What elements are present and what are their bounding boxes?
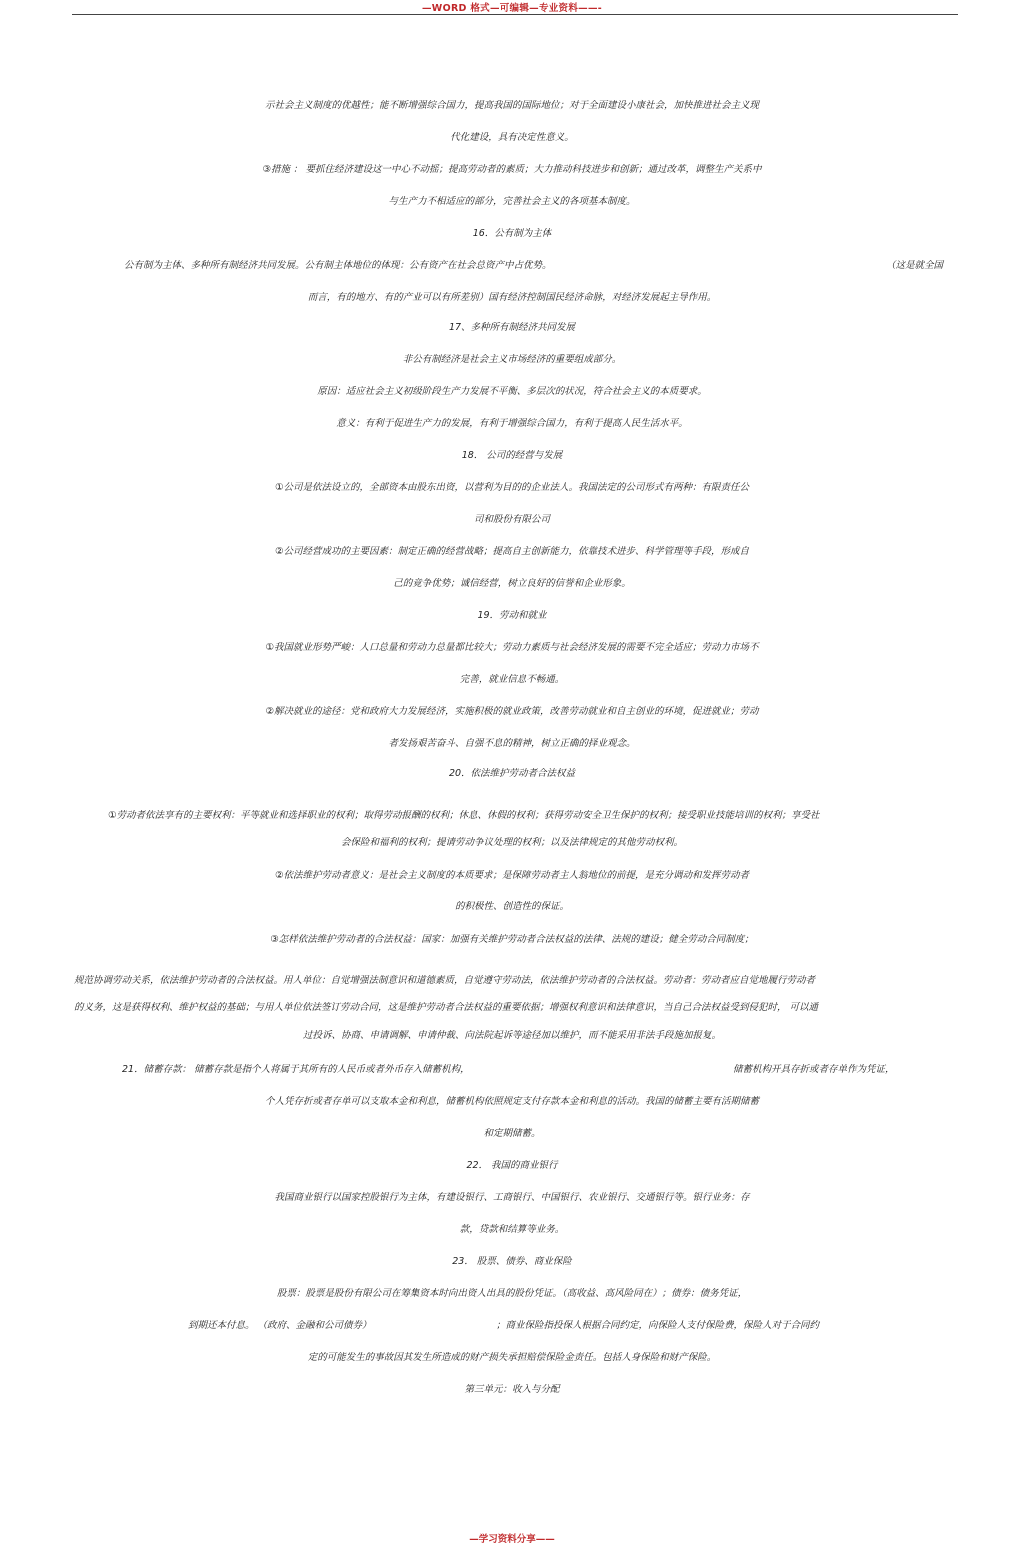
section-heading: 16．公有制为主体 — [472, 228, 552, 239]
text-line: 意义：有利于促进生产力的发展，有利于增强综合国力，有利于提高人民生活水平。 — [336, 418, 688, 429]
text-line: 的积极性、创造性的保证。 — [454, 901, 569, 912]
section-heading: 20．依法维护劳动者合法权益 — [448, 768, 576, 779]
text-line: 己的竞争优势；诚信经营，树立良好的信誉和企业形象。 — [393, 578, 631, 589]
text-line: ②解决就业的途径：党和政府大力发展经济，实施积极的就业政策，改善劳动就业和自主创业的环境，促进就业；劳动 — [265, 706, 759, 717]
text-line: （这是就全国 — [886, 260, 944, 271]
text-line: 和定期储蓄。 — [483, 1128, 541, 1139]
text-line: 原因：适应社会主义初级阶段生产力发展不平衡、多层次的状况，符合社会主义的本质要求。 — [317, 386, 707, 397]
text-line: 代化建设，具有决定性意义。 — [450, 132, 574, 143]
text-line: 司和股份有限公司 — [473, 514, 550, 525]
text-line: 示社会主义制度的优越性；能不断增强综合国力，提高我国的国际地位；对于全面建设小康社会，加快推进社会主义现 — [264, 100, 759, 111]
text-line: ③怎样依法维护劳动者的合法权益：国家：加强有关维护劳动者合法权益的法律、法规的建设；健全劳动合同制度； — [270, 934, 754, 945]
text-line: ①我国就业形势严峻：人口总量和劳动力总量都比较大；劳动力素质与社会经济发展的需要不完全适应；劳动力市场不 — [265, 642, 759, 653]
page-footer-text: —学习资料分享—— — [469, 1534, 555, 1545]
page-header-text: —WORD 格式—可编辑—专业资料——- — [421, 3, 602, 14]
text-line: 非公有制经济是社会主义市场经济的重要组成部分。 — [402, 354, 622, 365]
text-line: 规范协调劳动关系，依法维护劳动者的合法权益。用人单位：自觉增强法制意识和道德素质，自觉遵守劳动法，依法维护劳动者的合法权益。劳动者：劳动者应自觉地履行劳动者 — [74, 975, 816, 986]
text-line: ；商业保险指投保人根据合同约定，向保险人支付保险费，保险人对于合同约 — [496, 1320, 820, 1331]
section-heading: 23． 股票、债券、商业保险 — [452, 1256, 572, 1267]
text-line: 公有制为主体、多种所有制经济共同发展。公有制主体地位的体现：公有资产在社会总资产中占优势。 — [124, 260, 552, 271]
section-heading: 19．劳动和就业 — [477, 610, 547, 621]
section-heading: 17、多种所有制经济共同发展 — [448, 322, 576, 333]
text-line: 储蓄机构开具存折或者存单作为凭证， — [733, 1064, 895, 1075]
text-line: 者发扬艰苦奋斗、自强不息的精神，树立正确的择业观念。 — [388, 738, 636, 749]
text-line: 我国商业银行以国家控股银行为主体，有建设银行、工商银行、中国银行、农业银行、交通银行等。银行业务：存 — [274, 1192, 750, 1203]
text-line: 21．储蓄存款： 储蓄存款是指个人将属于其所有的人民币或者外币存入储蓄机构， — [122, 1064, 470, 1075]
text-line: ③措施 ： 要抓住经济建设这一中心不动摇；提高劳动者的素质；大力推动科技进步和创新；通过改革，调整生产关系中 — [262, 164, 762, 175]
text-line: 定的可能发生的事故因其发生所造成的财产损失承担赔偿保险金责任。包括人身保险和财产保险。 — [307, 1352, 717, 1363]
text-line: 股票：股票是股份有限公司在筹集资本时向出资人出具的股份凭证。（高收益、高风险同在）；债券：债务凭证， — [276, 1288, 748, 1299]
section-heading: 22． 我国的商业银行 — [466, 1160, 558, 1171]
text-line: ①公司是依法设立的，全部资本由股东出资，以营利为目的的企业法人。我国法定的公司形式有两种：有限责任公 — [274, 482, 750, 493]
text-line: 款，贷款和结算等业务。 — [459, 1224, 565, 1235]
text-line: 与生产力不相适应的部分，完善社会主义的各项基本制度。 — [388, 196, 636, 207]
text-line: ②公司经营成功的主要因素：制定正确的经营战略；提高自主创新能力，依靠技术进步、科学管理等手段，形成自 — [274, 546, 750, 557]
text-line: ②依法维护劳动者意义：是社会主义制度的本质要求；是保障劳动者主人翁地位的前提，是充分调动和发挥劳动者 — [274, 870, 750, 881]
text-line: 会保险和福利的权利；提请劳动争议处理的权利；以及法律规定的其他劳动权利。 — [340, 837, 683, 848]
text-line: 的义务，这是获得权利、维护权益的基础；与用人单位依法签订劳动合同，这是维护劳动者合法权益的重要依据；增强权利意识和法律意识，当自己合法权益受到侵犯时， 可以通 — [74, 1002, 819, 1013]
text-line: 而言，有的地方、有的产业可以有所差别）国有经济控制国民经济命脉，对经济发展起主导作用。 — [307, 292, 717, 303]
text-line: 过投诉、协商、申请调解、申请仲裁、向法院起诉等途径加以维护，而不能采用非法手段施加报复。 — [302, 1030, 721, 1041]
text-line: 个人凭存折或者存单可以支取本金和利息，储蓄机构依照规定支付存款本金和利息的活动。我国的储蓄主要有活期储蓄 — [264, 1096, 759, 1107]
text-line: 到期还本付息。 （政府、金融和公司债券） — [188, 1320, 372, 1331]
section-heading: 18． 公司的经营与发展 — [461, 450, 563, 461]
text-line: 完善，就业信息不畅通。 — [459, 674, 565, 685]
section-heading: 第三单元：收入与分配 — [464, 1384, 560, 1395]
text-line: ①劳动者依法享有的主要权利：平等就业和选择职业的权利；取得劳动报酬的权利；休息、休假的权利；获得劳动安全卫生保护的权利；接受职业技能培训的权利；享受社 — [108, 810, 820, 821]
